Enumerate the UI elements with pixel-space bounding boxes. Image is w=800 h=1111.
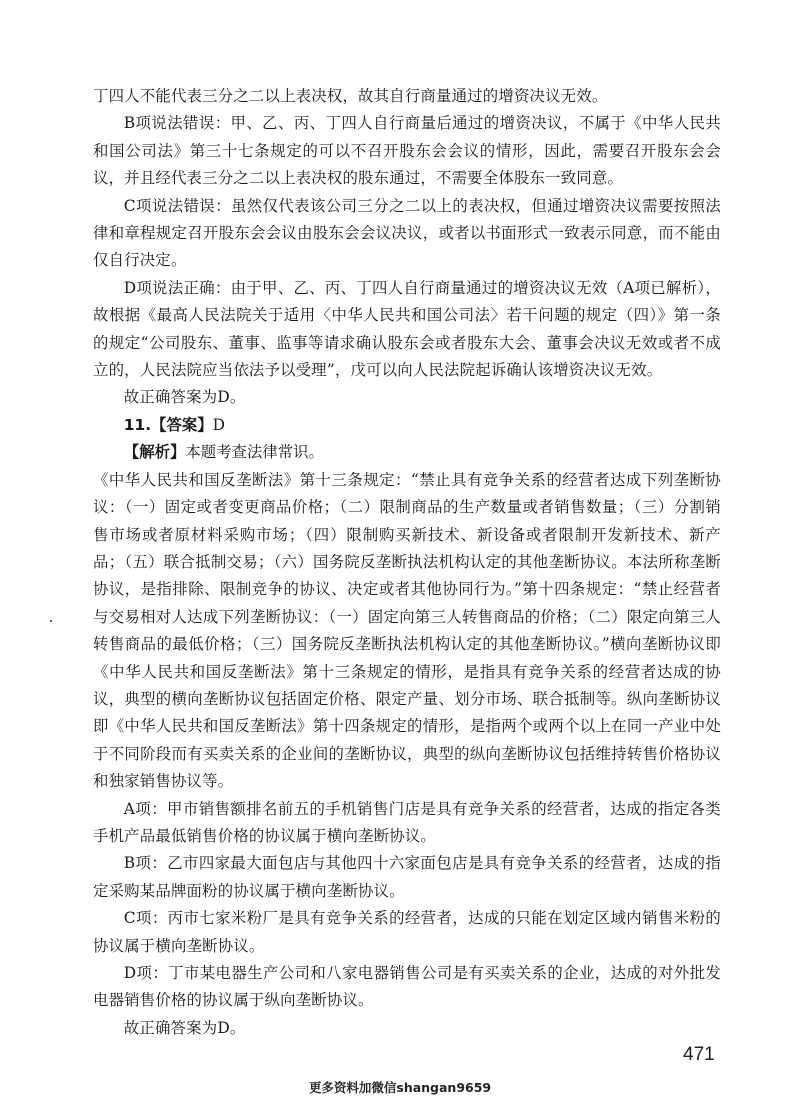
paragraph-b-item: B项：乙市四家最大面包店与其他四十六家面包店是具有竞争关系的经营者，达成的指定采购某品牌面粉的协议属于横向垄断协议。	[93, 854, 721, 900]
paragraph-c-item: C项：丙市七家米粉厂是具有竞争关系的经营者，达成的只能在划定区域内销售米粉的协议属于横向垄断协议。	[93, 909, 721, 955]
analysis-intro-text: 本题考查法律常识。	[185, 443, 324, 462]
analysis-label: 【解析】	[123, 443, 186, 462]
page-number: 471	[683, 1044, 715, 1065]
paragraph-c-option: C项说法错误：虽然仅代表该公司三分之二以上的表决权，但通过增资决议需要按照法律和章程规定召开股东会会议由股东会会议决议，或者以书面形式一致表示同意，而不能由仅自行决定。	[93, 196, 721, 270]
paragraph-conclusion: 故正确答案为D。	[123, 388, 246, 407]
document-body	[93, 83, 721, 1042]
footer-note: 更多资料加微信shangan9659	[308, 1080, 492, 1095]
analysis-line	[93, 439, 721, 466]
answer-line	[93, 412, 721, 439]
answer-value: D	[212, 415, 225, 434]
paragraph-a-item: A项：甲市销售额排名前五的手机销售门店是具有竞争关系的经营者，达成的指定各类手机产品最低销售价格的协议属于横向垄断协议。	[93, 799, 721, 845]
paragraph-final-conclusion: 故正确答案为D。	[123, 1018, 246, 1037]
margin-mark	[50, 620, 52, 622]
paragraph-law-text: 《中华人民共和国反垄断法》第十三条规定：“禁止具有竞争关系的经营者达成下列垄断协议：（一）固定或者变更商品价格；（二）限制商品的生产数量或者销售数量；（三）分割销售市场或者原材料采购市场；（四）限制购买新技术、新设备或者限制开发新技术、新产品；（五）联合抵制交易；（六）国务院反垄断执法机构认定的其他垄断协议。本法所称垄断协议，是指排除、限制竞争的协议、决定或者其他协同行为。”第十四条规定：“禁止经营者与交易相对人达成下列垄断协议：（一）固定向第三人转售商品的价格；（二）限定向第三人转售商品的最低价格；（三）国务院反垄断执法机构认定的其他垄断协议。”横向垄断协议即《中华人民共和国反垄断法》第十三条规定的情形，是指具有竞争关系的经营者达成的协议，典型的横向垄断协议包括固定价格、限定产量、划分市场、联合抵制等。纵向垄断协议即《中华人民共和国反垄断法》第十四条规定的情形，是指两个或两个以上在同一产业中处于不同阶段而有买卖关系的企业间的垄断协议，典型的纵向垄断协议包括维持转售价格协议和独家销售协议等。	[93, 470, 721, 791]
paragraph-d-item: D项：丁市某电器生产公司和八家电器销售公司是有买卖关系的企业，达成的对外批发电器销售价格的协议属于纵向垄断协议。	[93, 964, 721, 1010]
paragraph-b-option: B项说法错误：甲、乙、丙、丁四人自行商量后通过的增资决议，不属于《中华人民共和国公司法》第三十七条规定的可以不召开股东会会议的情形，因此，需要召开股东会会议，并且经代表三分之二以上表决权的股东通过，不需要全体股东一致同意。	[93, 114, 721, 188]
paragraph-d-option: D项说法正确：由于甲、乙、丙、丁四人自行商量通过的增资决议无效（A项已解析），故根据《最高人民法院关于适用〈中华人民共和国公司法〉若干问题的规定（四）》第一条的规定“公司股东、董事、监事等请求确认股东会或者股东大会、董事会决议无效或者不成立的，人民法院应当依法予以受理”，戊可以向人民法院起诉确认该增资决议无效。	[93, 278, 721, 380]
paragraph: 丁四人不能代表三分之二以上表决权，故其自行商量通过的增资决议无效。	[93, 87, 608, 105]
answer-label: 11.【答案】	[123, 415, 213, 434]
